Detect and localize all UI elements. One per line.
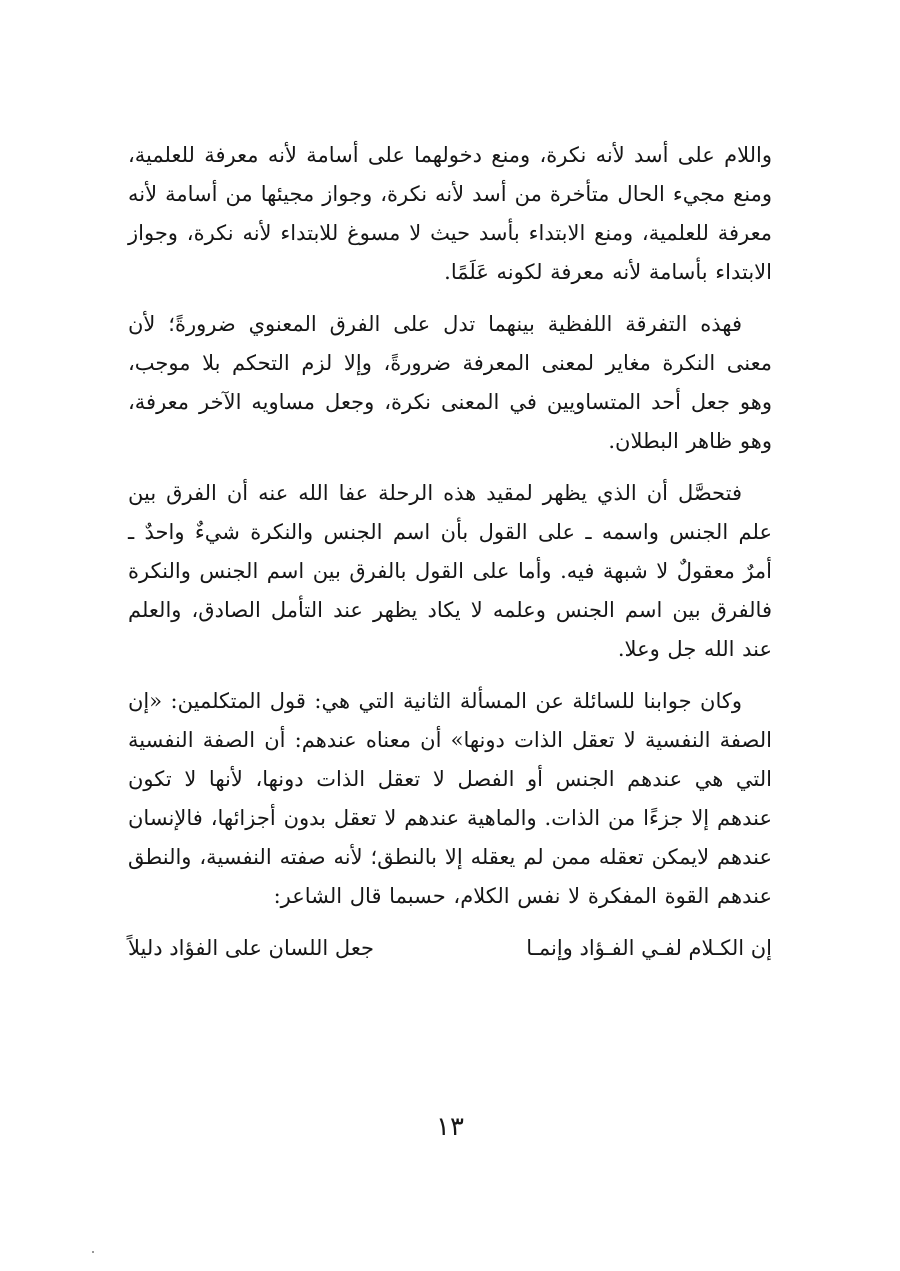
verse-second-hemistich: جعل اللسان على الفؤاد دليلاً [128,936,374,960]
paragraph-2: فهذه التفرقة اللفظية بينهما تدل على الفرق المعنوي ضرورةً؛ لأن معنى النكرة مغاير لمعنى المعرفة ضرورةً، وإلا لزم التحكم بلا موجب، وهو جعل أحد المتساويين في المعنى نكرة، وجعل مساويه الآخر معرفة، وهو ظاهر البطلان. [128,312,772,453]
page-number: ١٣ [436,1112,464,1142]
scan-speck [92,1251,94,1253]
verse-first-hemistich: إن الكـلام لفـي الفـؤاد وإنمـا [526,936,772,960]
body-text [128,136,772,968]
paragraph-1: واللام على أسد لأنه نكرة، ومنع دخولهما على أسامة لأنه معرفة للعلمية، ومنع مجيء الحال متأخرة من أسد لأنه نكرة، وجواز مجيئها من أسامة لأنه معرفة للعلمية، ومنع الابتداء بأسد حيث لا مسوغ للابتداء لأنه نكرة، وجواز الابتداء بأسامة لأنه معرفة لكونه عَلَمًا. [128,143,772,284]
paragraph-4: وكان جوابنا للسائلة عن المسألة الثانية التي هي: قول المتكلمين: «إن الصفة النفسية لا تعقل الذات دونها» أن معناه عندهم: أن الصفة النفسية التي هي عندهم الجنس أو الفصل لا تعقل الذات دونها، لأنها لا تكون عندهم إلا جزءًا من الذات. والماهية عندهم لا تعقل بدون أجزائها، فالإنسان عندهم لايمكن تعقله ممن لم يعقله إلا بالنطق؛ لأنه صفته النفسية، والنطق عندهم القوة المفكرة لا نفس الكلام، حسبما قال الشاعر: [128,689,772,908]
paragraph-3: فتحصَّل أن الذي يظهر لمقيد هذه الرحلة عفا الله عنه أن الفرق بين علم الجنس واسمه ـ على القول بأن اسم الجنس والنكرة شيءٌ واحدٌ ـ أمرٌ معقولٌ لا شبهة فيه. وأما على القول بالفرق بين اسم الجنس والنكرة فالفرق بين اسم الجنس وعلمه لا يكاد يظهر عند التأمل الصادق، والعلم عند الله جل وعلا. [128,481,772,661]
poetry-verse [128,929,772,968]
